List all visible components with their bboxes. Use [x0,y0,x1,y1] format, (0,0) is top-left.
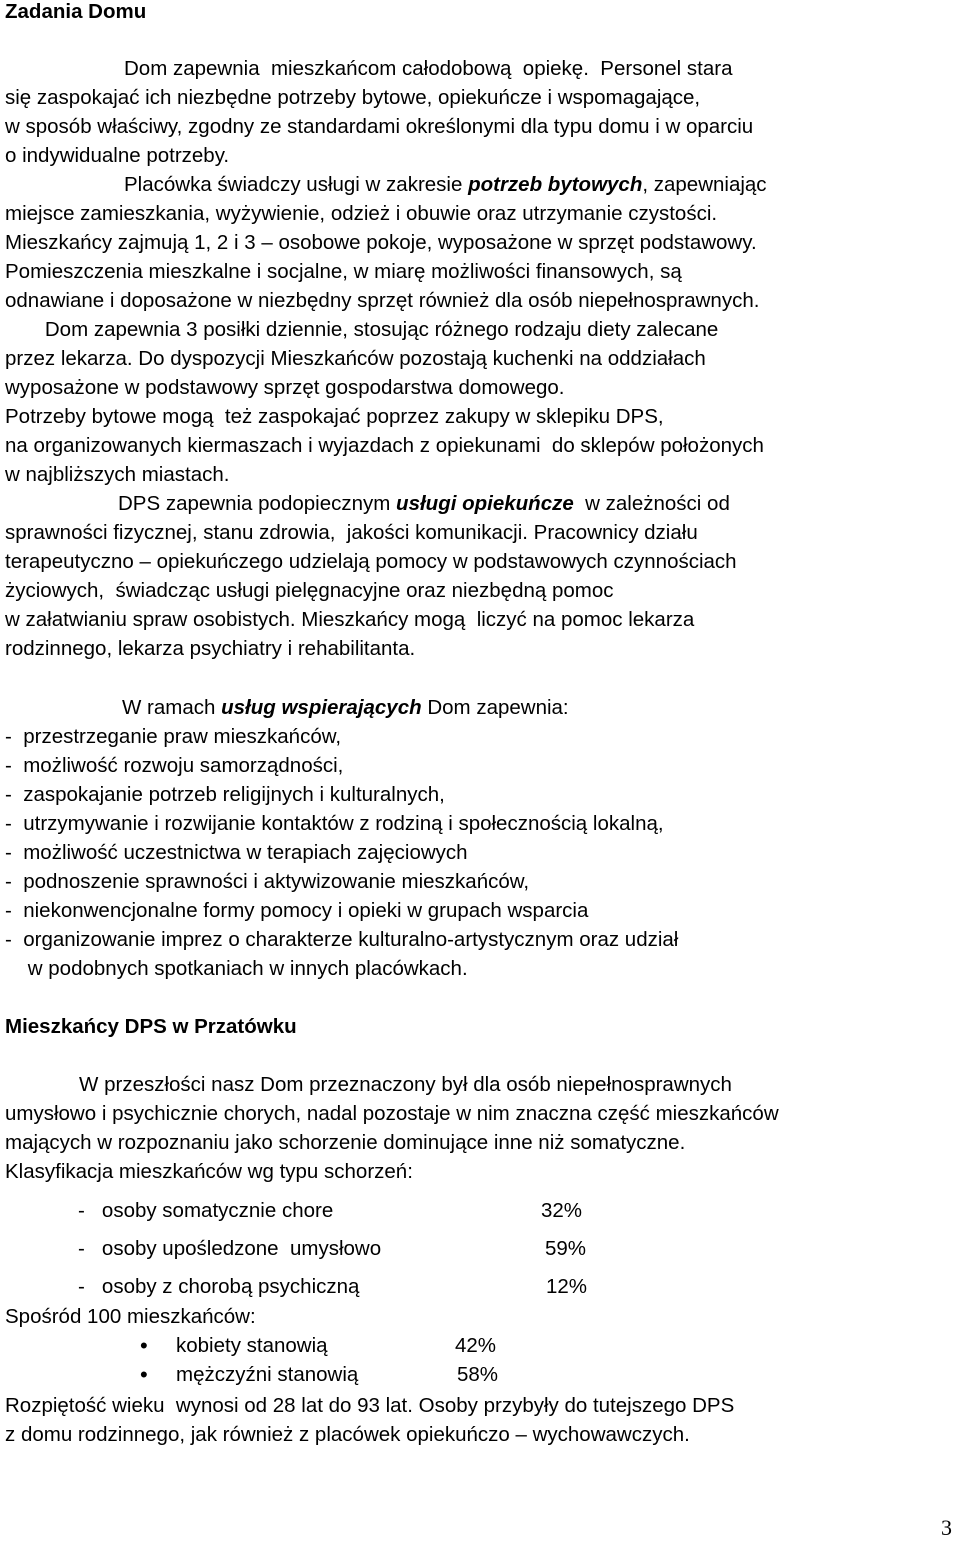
classification-label: - osoby upośledzone umysłowo [78,1237,382,1260]
text-span: , zapewniając [642,173,767,196]
text-line [118,492,730,516]
bullet-icon: • [140,1333,148,1358]
gender-label: kobiety stanowią [176,1334,328,1357]
text-line: życiowych, świadcząc usługi pielęgnacyjne oraz niezbędną pomoc [5,579,614,602]
text-line: terapeutyczno – opiekuńczego udzielają pomocy w podstawowych czynnościach [5,550,737,573]
list-item: - zaspokajanie potrzeb religijnych i kulturalnych, [5,783,445,806]
text-line: z domu rodzinnego, jak również z placówek opiekuńczo – wychowawczych. [5,1423,690,1446]
text-span: W ramach [122,696,222,719]
text-line: mających w rozpoznaniu jako schorzenie dominujące inne niż somatyczne. [5,1131,686,1154]
page-title: Zadania Domu [5,0,147,23]
emphasis-text: potrzeb bytowych [468,173,643,196]
list-item: - możliwość uczestnictwa w terapiach zajęciowych [5,841,468,864]
text-line: W przeszłości nasz Dom przeznaczony był dla osób niepełnosprawnych [5,1073,732,1096]
emphasis-text: usług wspierających [221,696,422,719]
list-item: - utrzymywanie i rozwijanie kontaktów z rodziną i społecznością lokalną, [5,812,664,835]
text-line: odnawiane i doposażone w niezbędny sprzęt również dla osób niepełnosprawnych. [5,289,760,312]
list-item: - podnoszenie sprawności i aktywizowanie mieszkańców, [5,870,530,893]
text-line: Mieszkańcy zajmują 1, 2 i 3 – osobowe pokoje, wyposażone w sprzęt podstawowy. [5,231,757,254]
text-line: Dom zapewnia mieszkańcom całodobową opiekę. Personel stara [124,57,733,80]
list-item: - organizowanie imprez o charakterze kulturalno-artystycznym oraz udział [5,928,679,951]
list-item: - możliwość rozwoju samorządności, [5,754,344,777]
classification-label: - osoby z chorobą psychiczną [78,1275,360,1298]
text-line: umysłowo i psychicznie chorych, nadal pozostaje w nim znaczna część mieszkańców [5,1102,779,1125]
emphasis-text: usługi opiekuńcze [396,492,574,515]
gender-label: mężczyźni stanowią [176,1363,359,1386]
classification-value: 59% [545,1237,587,1260]
bullet-icon: • [140,1362,148,1387]
text-line: wyposażone w podstawowy sprzęt gospodarstwa domowego. [5,376,565,399]
text-line: sprawności fizycznej, stanu zdrowia, jakości komunikacji. Pracownicy działu [5,521,698,544]
text-line [122,696,569,720]
text-line: przez lekarza. Do dyspozycji Mieszkańców pozostają kuchenki na oddziałach [5,347,706,370]
page-number: 3 [941,1515,952,1540]
text-line: o indywidualne potrzeby. [5,144,230,167]
text-line: Pomieszczenia mieszkalne i socjalne, w miarę możliwości finansowych, są [5,260,682,283]
text-line: Spośród 100 mieszkańców: [5,1305,256,1328]
text-line: Rozpiętość wieku wynosi od 28 lat do 93 lat. Osoby przybyły do tutejszego DPS [5,1394,735,1417]
text-line: w sposób właściwy, zgodny ze standardami określonymi dla typu domu i w oparciu [5,115,754,138]
text-line [124,173,767,197]
text-line: Klasyfikacja mieszkańców wg typu schorzeń: [5,1160,413,1183]
classification-label: - osoby somatycznie chore [78,1199,334,1222]
list-item: w podobnych spotkaniach w innych placówkach. [5,957,468,980]
gender-value: 42% [455,1334,497,1357]
classification-value: 32% [541,1199,583,1222]
text-span: Placówka świadczy usługi w zakresie [124,173,469,196]
text-span: Dom zapewnia: [421,696,569,719]
section-heading: Mieszkańcy DPS w Przatówku [5,1015,297,1038]
classification-value: 12% [546,1275,588,1298]
list-item: - niekonwencjonalne formy pomocy i opieki w grupach wsparcia [5,899,589,922]
text-line: miejsce zamieszkania, wyżywienie, odzież i obuwie oraz utrzymanie czystości. [5,202,718,225]
text-line: się zaspokajać ich niezbędne potrzeby bytowe, opiekuńcze i wspomagające, [5,86,701,109]
text-line: rodzinnego, lekarza psychiatry i rehabilitanta. [5,637,416,660]
list-item: - przestrzeganie praw mieszkańców, [5,725,342,748]
text-line: na organizowanych kiermaszach i wyjazdach z opiekunami do sklepów położonych [5,434,764,457]
text-line: w załatwianiu spraw osobistych. Mieszkańcy mogą liczyć na pomoc lekarza [5,608,695,631]
gender-value: 58% [457,1363,499,1386]
text-line: w najbliższych miastach. [5,463,230,486]
text-span: w zależności od [573,492,730,515]
text-span: DPS zapewnia podopiecznym [118,492,397,515]
text-line: Dom zapewnia 3 posiłki dziennie, stosując różnego rodzaju diety zalecane [5,318,719,341]
text-line: Potrzeby bytowe mogą też zaspokajać poprzez zakupy w sklepiku DPS, [5,405,664,428]
